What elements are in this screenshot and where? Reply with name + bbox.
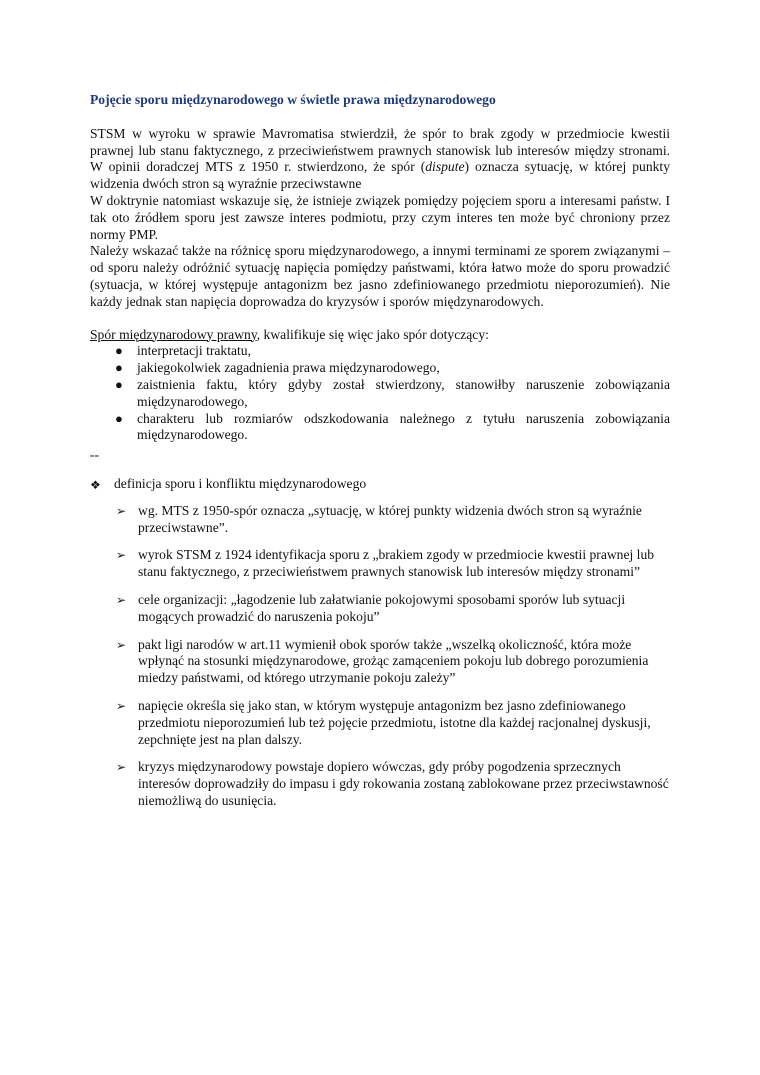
bullet-icon: ● bbox=[115, 343, 123, 359]
paragraph-definition bbox=[90, 126, 670, 193]
arrow-bullet-icon: ➢ bbox=[116, 698, 127, 713]
paragraph-tension: Należy wskazać także na różnicę sporu międzynarodowego, a innymi terminami ze sporem związanymi – od sporu należy odróżnić sytuację napięcia pomiędzy państwami, która łatwo może do sporu prowadzić (sytuacja, w której występuje antagonizm bez jasno zdefiniowanego przedmiotu nieporozumień). Nie każdy jednak stan napięcia doprowadza do kryzysów i sporów międzynarodowych. bbox=[90, 243, 670, 309]
arrow-bullet-icon: ➢ bbox=[116, 548, 127, 563]
arrow-bullet-icon: ➢ bbox=[116, 637, 127, 652]
bullet-icon: ● bbox=[115, 410, 123, 426]
list-item: ➢ cele organizacji: „łagodzenie lub załatwianie pokojowymi sposobami sporów lub sytuacji mogących prowadzić do naruszenia pokoju” bbox=[116, 591, 626, 624]
separator-dash: -- bbox=[90, 447, 100, 463]
underlined-term: Spór międzynarodowy prawny bbox=[90, 326, 257, 342]
list-item: ● jakiegokolwiek zagadnienia prawa międzynarodowego, bbox=[115, 360, 440, 376]
list-item: ● interpretacji traktatu, bbox=[115, 343, 251, 359]
arrow-bullet-icon: ➢ bbox=[116, 503, 127, 518]
list-item: ➢ pakt ligi narodów w art.11 wymienił obok sporów także „wszelką okoliczność, która może wpłynąć na stosunki międzynarodowe, grożąc zamąceniem pokoju lub dobrego porozumienia miedzy państwami, od którego utrzymanie pokoju zależy” bbox=[116, 636, 649, 686]
list-item: ● zaistnienia faktu, który gdyby został stwierdzony, stanowiłby naruszenie zobowiązania międzynarodowego, bbox=[115, 376, 670, 409]
diamond-bullet-icon: ❖ bbox=[90, 477, 101, 492]
list-item: ➢ kryzys międzynarodowy powstaje dopiero wówczas, gdy próby pogodzenia sprzecznych interesów doprowadziły do impasu i gdy rokowania zostaną zablokowane przez przeciwstawność niemożliwą do usunięcia. bbox=[116, 759, 669, 808]
italic-term: dispute bbox=[425, 159, 465, 175]
list-item: ➢ wg. MTS z 1950-spór oznacza „sytuację, w której punkty widzenia dwóch stron są wyraźnie przeciwstawne”. bbox=[116, 502, 642, 535]
list-item: ➢ wyrok STSM z 1924 identyfikacja sporu z „brakiem zgody w przedmiocie kwestii prawnej lub stanu faktycznego, z przeciwieństwem prawnych stanowisk lub interesów między stronami” bbox=[116, 547, 655, 580]
paragraph-text: ) oznacza sytuację, w której punkty widzenia dwóch stron są wyraźnie przeciwstawne bbox=[90, 159, 670, 192]
list-item: ● charakteru lub rozmiarów odszkodowania należnego z tytułu naruszenia zobowiązania międzynarodowego. bbox=[115, 410, 670, 443]
arrow-list bbox=[90, 503, 670, 810]
bullet-icon: ● bbox=[115, 360, 123, 376]
bullet-list bbox=[90, 343, 670, 444]
arrow-bullet-icon: ➢ bbox=[116, 760, 127, 775]
paragraph-legal-dispute bbox=[90, 327, 670, 344]
definition-heading: ❖ definicja sporu i konfliktu międzynarodowego bbox=[90, 475, 367, 492]
paragraph-text: , kwalifikuje się więc jako spór dotyczący: bbox=[256, 326, 489, 342]
paragraph-doctrine: W doktrynie natomiast wskazuje się, że istnieje związek pomiędzy pojęciem sporu a interesami państw. I tak oto źródłem sporu jest zawsze interes podmiotu, przy czym interes ten może być chroniony przez normy PMP. bbox=[90, 192, 670, 242]
bullet-icon: ● bbox=[115, 376, 123, 392]
page-title: Pojęcie sporu międzynarodowego w świetle prawa międzynarodowego bbox=[90, 92, 496, 107]
arrow-bullet-icon: ➢ bbox=[116, 592, 127, 607]
document-body bbox=[90, 92, 670, 821]
paragraph-text: STSM w wyroku w sprawie Mavromatisa stwierdził, że spór to brak zgody w przedmiocie kwestii prawnej lub stanu faktycznego, z przeciwieństwem prawnych stanowisk lub interesów między stronami. W opinii doradczej MTS z 1950 r. stwierdzono, że spór ( bbox=[90, 125, 670, 175]
list-item: ➢ napięcie określa się jako stan, w którym występuje antagonizm bez jasno zdefiniowanego przedmiotu nieporozumień lub też pojęcie przedmiotu, istotne dla każdej racjonalnej dyskusji, zepchnięte jest na plan dalszy. bbox=[116, 697, 651, 747]
